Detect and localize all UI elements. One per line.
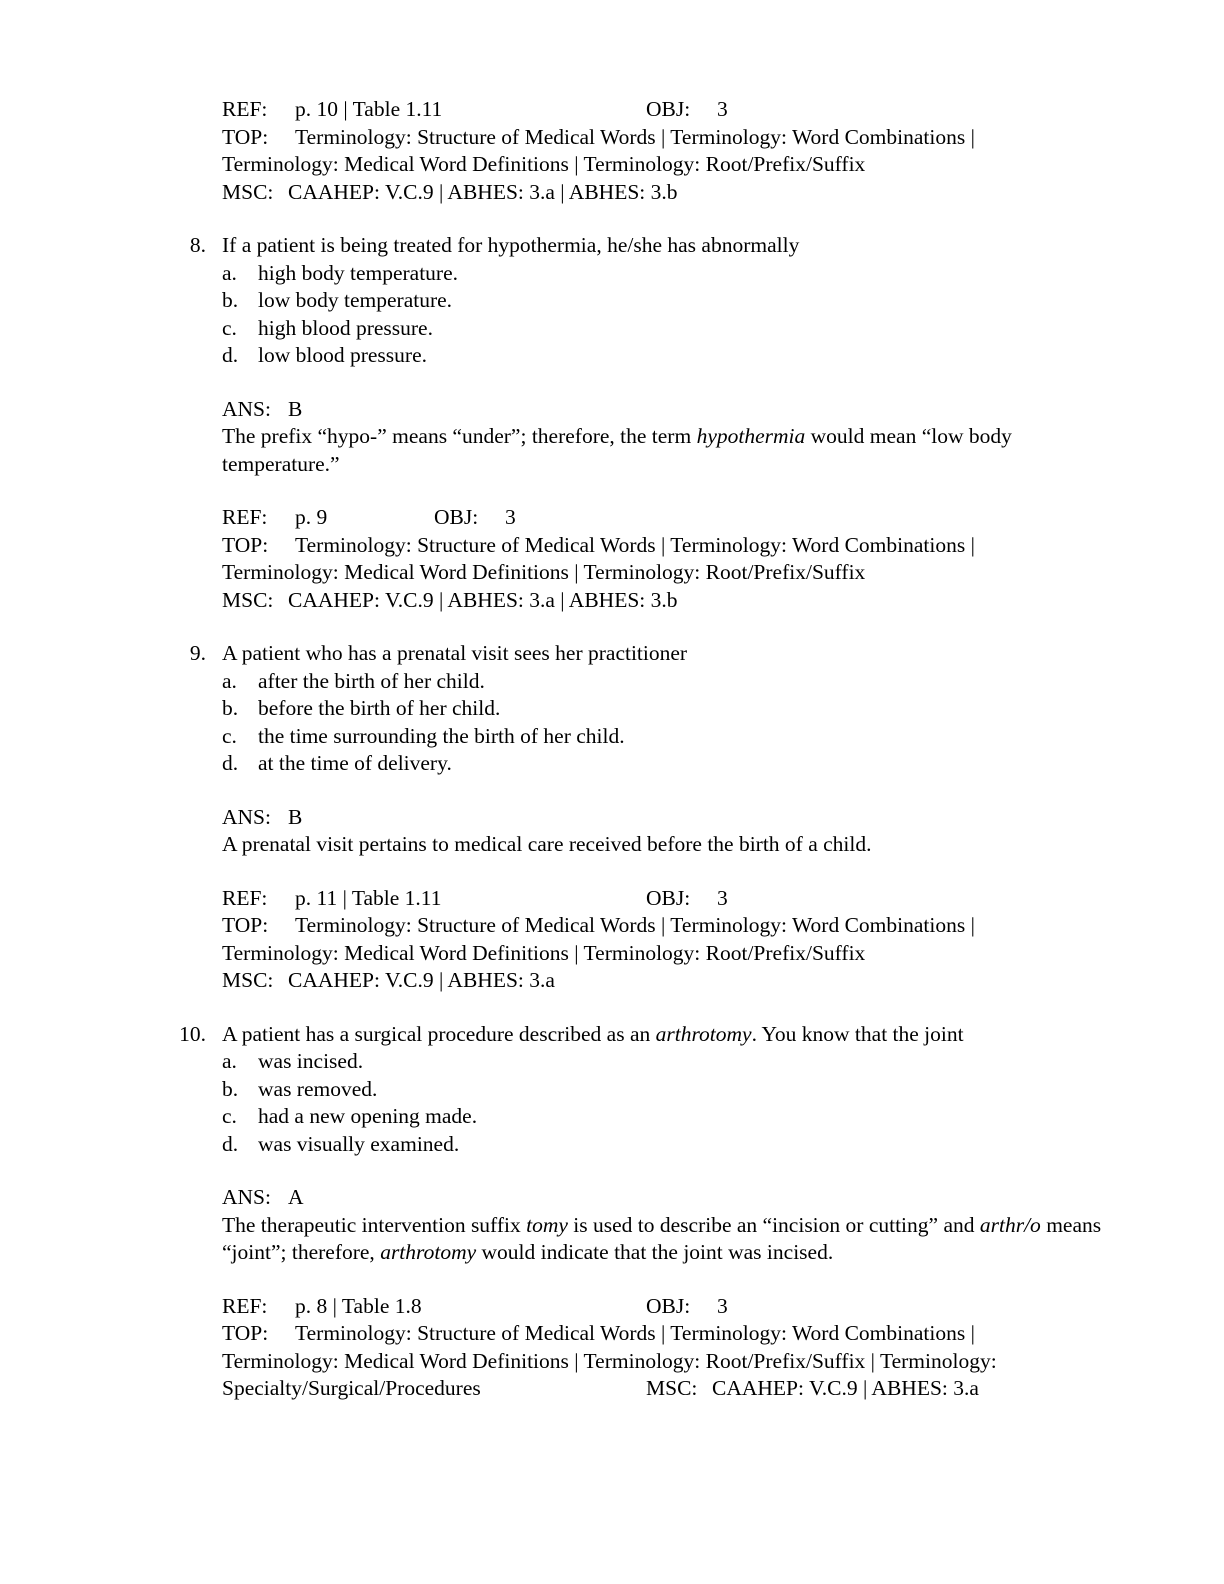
obj-field (646, 1293, 728, 1321)
rationale-text: means “joint”; therefore, (222, 1212, 1102, 1264)
top-line-continued: Terminology: Medical Word Definitions | Terminology: Root/Prefix/Suffix (222, 152, 866, 176)
question-text: If a patient is being treated for hypothermia, he/she has abnormally (222, 233, 800, 257)
option-c (222, 723, 1224, 751)
option-d (222, 750, 1224, 778)
question-text-part: . You know that the joint (751, 1021, 964, 1046)
question-number: 9. (189, 641, 206, 665)
rationale (222, 1212, 1102, 1267)
answer-block (222, 396, 1122, 479)
option-text: at the time of delivery. (258, 751, 452, 775)
msc-label: MSC: (646, 1376, 698, 1400)
ref-value: p. 11 | Table 1.11 (295, 885, 442, 910)
rationale-text: would indicate that the joint was incised. (476, 1240, 834, 1264)
obj-value: 3 (717, 885, 728, 910)
rationale-text: would mean “low body temperature.” (222, 424, 1012, 476)
option-letter: b. (222, 1076, 239, 1101)
ans-line (222, 804, 1122, 832)
option-c (222, 315, 1224, 343)
answer-block (222, 804, 1122, 859)
obj-value: 3 (505, 505, 516, 529)
obj-field (646, 885, 728, 913)
option-letter: c. (222, 315, 237, 340)
ref-line (222, 1293, 1122, 1321)
top-label: TOP: (222, 913, 269, 937)
option-a (222, 260, 1224, 288)
answer-block (222, 1184, 1122, 1267)
option-text: high blood pressure. (258, 315, 433, 340)
top-label: TOP: (222, 1321, 269, 1345)
option-text: low blood pressure. (258, 343, 427, 367)
option-letter: c. (222, 723, 237, 748)
question-stem (189, 640, 1122, 668)
rationale-term: arthr/o (979, 1212, 1041, 1237)
obj-label: OBJ: (646, 1293, 691, 1318)
top-value-line1: Terminology: Structure of Medical Words | Terminology: Word Combinations | (295, 1321, 975, 1345)
question-stem (179, 1021, 1122, 1049)
rationale (222, 831, 1102, 859)
rationale-text: The prefix “hypo-” means “under”; therefore, the term (222, 424, 697, 448)
msc-label: MSC: (222, 179, 274, 204)
top-line (222, 532, 1122, 560)
ans-value: B (288, 804, 303, 829)
option-letter: a. (222, 668, 237, 693)
top-line (222, 912, 1122, 940)
question-text-part: A patient has a surgical procedure described as an (222, 1021, 656, 1046)
obj-value: 3 (717, 1293, 728, 1318)
option-letter: b. (222, 288, 239, 312)
ans-line (222, 396, 1122, 424)
option-text: was incised. (258, 1049, 364, 1073)
metadata-block (222, 885, 1122, 995)
ref-label: REF: (222, 97, 268, 121)
option-a (222, 1048, 1224, 1076)
top-line-continued: Terminology: Medical Word Definitions | Terminology: Root/Prefix/Suffix (222, 560, 866, 584)
option-text: before the birth of her child. (258, 696, 501, 720)
option-letter: d. (222, 343, 239, 367)
option-letter: b. (222, 696, 239, 720)
option-c (222, 1103, 1224, 1131)
question-text (222, 1022, 964, 1046)
ref-label: REF: (222, 885, 268, 910)
prev-item-metadata (222, 96, 1122, 206)
rationale-term: arthrotomy (380, 1240, 477, 1264)
ref-line (222, 96, 1122, 124)
msc-value: CAAHEP: V.C.9 | ABHES: 3.a | ABHES: 3.b (288, 587, 678, 612)
msc-value: CAAHEP: V.C.9 | ABHES: 3.a (288, 968, 555, 992)
top-line-continued: Terminology: Medical Word Definitions | Terminology: Root/Prefix/Suffix | Terminology: (222, 1348, 997, 1373)
ref-label: REF: (222, 505, 268, 529)
option-text: low body temperature. (258, 288, 453, 312)
obj-label: OBJ: (434, 505, 479, 529)
question-number: 8. (189, 233, 206, 257)
ans-value: A (288, 1185, 304, 1209)
rationale-term: hypothermia (696, 424, 806, 448)
question-10 (0, 1021, 1224, 1403)
obj-label: OBJ: (646, 885, 691, 910)
question-text: A patient who has a prenatal visit sees her practitioner (222, 641, 688, 665)
top-value-line1: Terminology: Structure of Medical Words | Terminology: Word Combinations | (295, 532, 975, 557)
top-line (222, 1320, 1122, 1348)
option-b (222, 695, 1224, 723)
ans-value: B (288, 396, 303, 421)
top-value-line1: Terminology: Structure of Medical Words | Terminology: Word Combinations | (295, 124, 975, 149)
ref-label: REF: (222, 1293, 268, 1318)
metadata-block (222, 504, 1122, 614)
question-stem (189, 232, 1122, 260)
obj-value: 3 (717, 97, 728, 121)
option-b (222, 1076, 1224, 1104)
option-b (222, 287, 1224, 315)
option-text: had a new opening made. (258, 1104, 478, 1128)
obj-field (434, 504, 516, 532)
ans-label: ANS: (222, 804, 271, 829)
top-label: TOP: (222, 532, 269, 557)
msc-value: CAAHEP: V.C.9 | ABHES: 3.a | ABHES: 3.b (288, 179, 678, 204)
question-9 (0, 640, 1224, 995)
top-value-line3: Specialty/Surgical/Procedures (222, 1376, 481, 1400)
option-text: high body temperature. (258, 260, 459, 285)
obj-label: OBJ: (646, 97, 691, 121)
option-text: was visually examined. (258, 1131, 460, 1156)
option-a (222, 668, 1224, 696)
msc-line (222, 587, 1122, 615)
option-letter: a. (222, 260, 237, 285)
metadata-block (222, 1293, 1122, 1403)
question-8 (0, 232, 1224, 614)
ref-value: p. 10 | Table 1.11 (295, 97, 443, 121)
option-text: after the birth of her child. (258, 668, 485, 693)
option-letter: a. (222, 1049, 237, 1073)
option-d (222, 342, 1224, 370)
msc-field (646, 1375, 979, 1403)
option-text: the time surrounding the birth of her child. (258, 723, 625, 748)
top-line-continued-2 (222, 1375, 1122, 1403)
rationale (222, 423, 1102, 478)
question-term: arthrotomy (655, 1021, 752, 1046)
msc-value: CAAHEP: V.C.9 | ABHES: 3.a (712, 1376, 979, 1400)
ans-line (222, 1184, 1122, 1212)
top-line (222, 124, 1122, 152)
top-value-line1: Terminology: Structure of Medical Words | Terminology: Word Combinations | (295, 913, 975, 937)
ans-label: ANS: (222, 1185, 271, 1209)
document-page (0, 96, 1224, 1403)
msc-label: MSC: (222, 587, 274, 612)
rationale-text: A prenatal visit pertains to medical care received before the birth of a child. (222, 832, 872, 856)
ref-line (222, 885, 1122, 913)
question-number: 10. (179, 1021, 206, 1046)
msc-label: MSC: (222, 968, 274, 992)
msc-line (222, 179, 1122, 207)
option-letter: d. (222, 751, 239, 775)
ref-line (222, 504, 1122, 532)
top-label: TOP: (222, 124, 269, 149)
ans-label: ANS: (222, 396, 271, 421)
rationale-text: is used to describe an “incision or cutting” and (567, 1212, 980, 1237)
option-letter: c. (222, 1104, 237, 1128)
obj-field (646, 96, 728, 124)
option-letter: d. (222, 1131, 239, 1156)
msc-line (222, 967, 1122, 995)
ref-value: p. 9 (295, 505, 328, 529)
option-d (222, 1131, 1224, 1159)
ref-value: p. 8 | Table 1.8 (295, 1293, 422, 1318)
top-line-continued: Terminology: Medical Word Definitions | Terminology: Root/Prefix/Suffix (222, 940, 866, 965)
rationale-term: tomy (526, 1212, 568, 1237)
rationale-text: The therapeutic intervention suffix (222, 1212, 527, 1237)
option-text: was removed. (258, 1076, 378, 1101)
